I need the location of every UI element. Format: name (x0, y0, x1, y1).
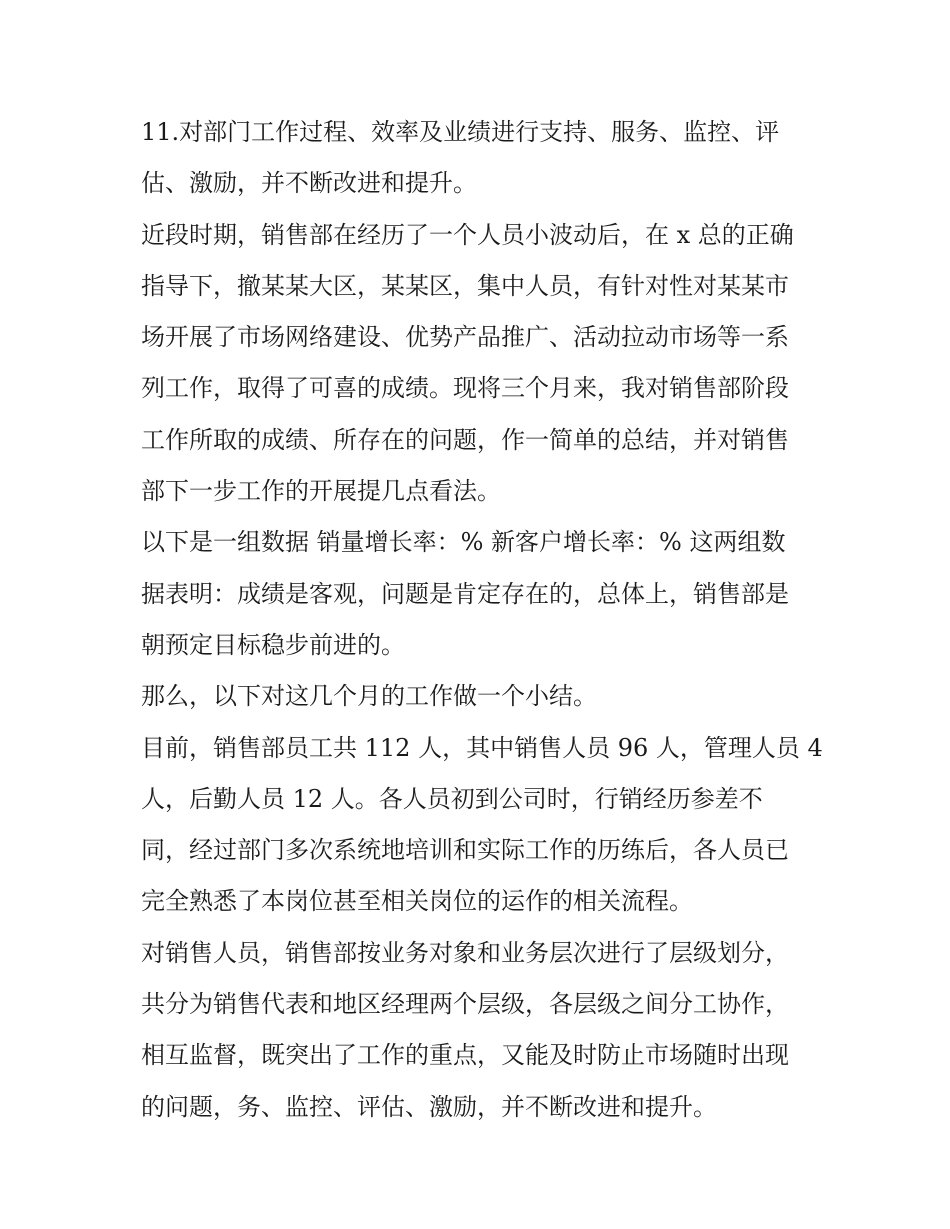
text-line: 相互监督，既突出了工作的重点，又能及时防止市场随时出现 (141, 1041, 789, 1070)
text-line: 场开展了市场网络建设、优势产品推广、活动拉动市场等一系 (141, 323, 789, 352)
text-line: 指导下，撤某某大区，某某区，集中人员，有针对性对某某市 (141, 271, 789, 300)
text-line: 估、激励，并不断改进和提升。 (141, 169, 477, 198)
text-line: 完全熟悉了本岗位甚至相关岗位的运作的相关流程。 (141, 887, 693, 916)
text-line: 人，后勤人员 12 人。各人员初到公司时，行销经历参差不 (141, 784, 763, 813)
text-line: 同，经过部门多次系统地培训和实际工作的历练后，各人员已 (141, 836, 789, 865)
text-line: 据表明：成绩是客观，问题是肯定存在的，总体上，销售部是 (141, 579, 789, 608)
text-line: 近段时期，销售部在经历了一个人员小波动后，在 x 总的正确 (141, 220, 794, 249)
text-line: 共分为销售代表和地区经理两个层级，各层级之间分工协作， (141, 990, 789, 1019)
text-line: 对销售人员，销售部按业务对象和业务层次进行了层级划分， (141, 938, 789, 967)
text-line: 的问题，务、监控、评估、激励，并不断改进和提升。 (141, 1092, 717, 1121)
text-line: 以下是一组数据 销量增长率：% 新客户增长率：% 这两组数 (141, 528, 786, 557)
document-body (141, 107, 823, 1133)
text-line: 工作所取的成绩、所存在的问题，作一简单的总结，并对销售 (141, 425, 789, 454)
text-line: 列工作，取得了可喜的成绩。现将三个月来，我对销售部阶段 (141, 374, 789, 403)
text-line: 11.对部门工作过程、效率及业绩进行支持、服务、监控、评 (141, 118, 780, 146)
text-line: 目前，销售部员工共 112 人，其中销售人员 96 人，管理人员 4 (141, 733, 823, 762)
text-line: 部下一步工作的开展提几点看法。 (141, 477, 501, 506)
text-line: 那么，以下对这几个月的工作做一个小结。 (141, 682, 597, 711)
text-line: 朝预定目标稳步前进的。 (141, 630, 405, 659)
